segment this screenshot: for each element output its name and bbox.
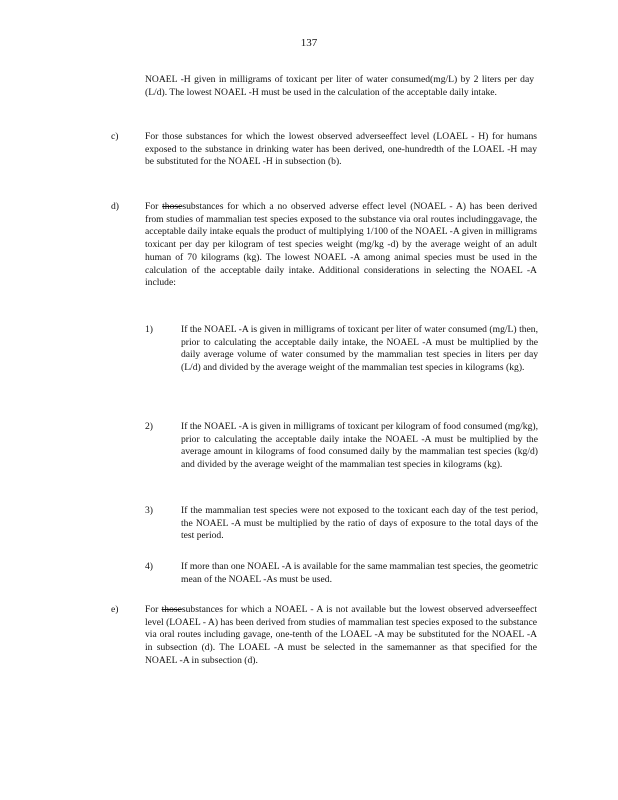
subsection-e-struck-word: those (161, 604, 182, 615)
subsection-d-marker: d) (111, 201, 119, 212)
intro-paragraph: NOAEL -H given in milligrams of toxicant per liter of water consumed(mg/L) by 2 liters per day (L/d). The lowest NOAEL -H must be used in the calculation of the acceptable daily intake. (145, 74, 534, 98)
subsection-e-body: substances for which a NOAEL - A is not available but the lowest observed adverseeffect level (LOAEL - A) has been derived from studies of mammalian test species exposed to the substance via oral routes including gavage, one-tenth of the LOAEL -A may be substituted for the NOAEL -A in subsection (d). The LOAEL -A must be selected in the samemanner as that specified for the NOAEL -A in subsection (d). (145, 604, 537, 666)
subsection-d-body: substances for which a no observed adverse effect level (NOAEL - A) has been derived from studies of mammalian test species exposed to the substance via oral routes includinggavage, the acceptable daily intake equals the product of multiplying 1/100 of the NOAEL -A given in milligrams toxicant per day per kilogram of test species weight (mg/kg -d) by the average weight of an adult human of 70 kilograms (kg). The lowest NOAEL -A among animal species must be used in the calculation of the acceptable daily intake. Additional considerations in selecting the NOAEL -A include: (145, 201, 537, 289)
item-4-text: If more than one NOAEL -A is available for the same mammalian test species, the geometric mean of the NOAEL -As must be used. (181, 561, 538, 585)
item-2-marker: 2) (145, 421, 153, 432)
subsection-c-marker: c) (111, 131, 119, 142)
subsection-e-lead: For (145, 604, 159, 615)
item-1-marker: 1) (145, 324, 153, 335)
subsection-d-struck-word: those (162, 201, 183, 212)
item-3-text: If the mammalian test species were not exposed to the toxicant each day of the test period, the NOAEL -A must be multiplied by the ratio of days of exposure to the total days of the test period. (181, 505, 538, 542)
subsection-d-text (145, 201, 537, 290)
item-1-text: If the NOAEL -A is given in milligrams of toxicant per liter of water consumed (mg/L) then, prior to calculating the acceptable daily intake, the NOAEL -A must be multiplied by the daily average volume of water consumed by the mammalian test species in liters per day (L/d) and divided by the average weight of the mammalian test species in kilograms (kg). (181, 324, 538, 374)
page-number: 137 (300, 37, 318, 49)
subsection-e-text (145, 604, 537, 668)
subsection-c-text: For those substances for which the lowest observed adverseeffect level (LOAEL - H) for humans exposed to the substance in drinking water has been derived, one-hundredth of the LOAEL -H may be substituted for the NOAEL -H in subsection (b). (145, 131, 537, 168)
item-3-marker: 3) (145, 505, 153, 516)
subsection-d-lead: For (145, 201, 159, 212)
item-4-marker: 4) (145, 561, 153, 572)
subsection-e-marker: e) (111, 604, 119, 615)
item-2-text: If the NOAEL -A is given in milligrams of toxicant per kilogram of food consumed (mg/kg), prior to calculating the acceptable daily intake the NOAEL -A must be multiplied by the average amount in kilograms of food consumed daily by the mammalian test species (kg/d) and divided by the average weight of the mammalian test species in kilograms (kg). (181, 421, 538, 471)
